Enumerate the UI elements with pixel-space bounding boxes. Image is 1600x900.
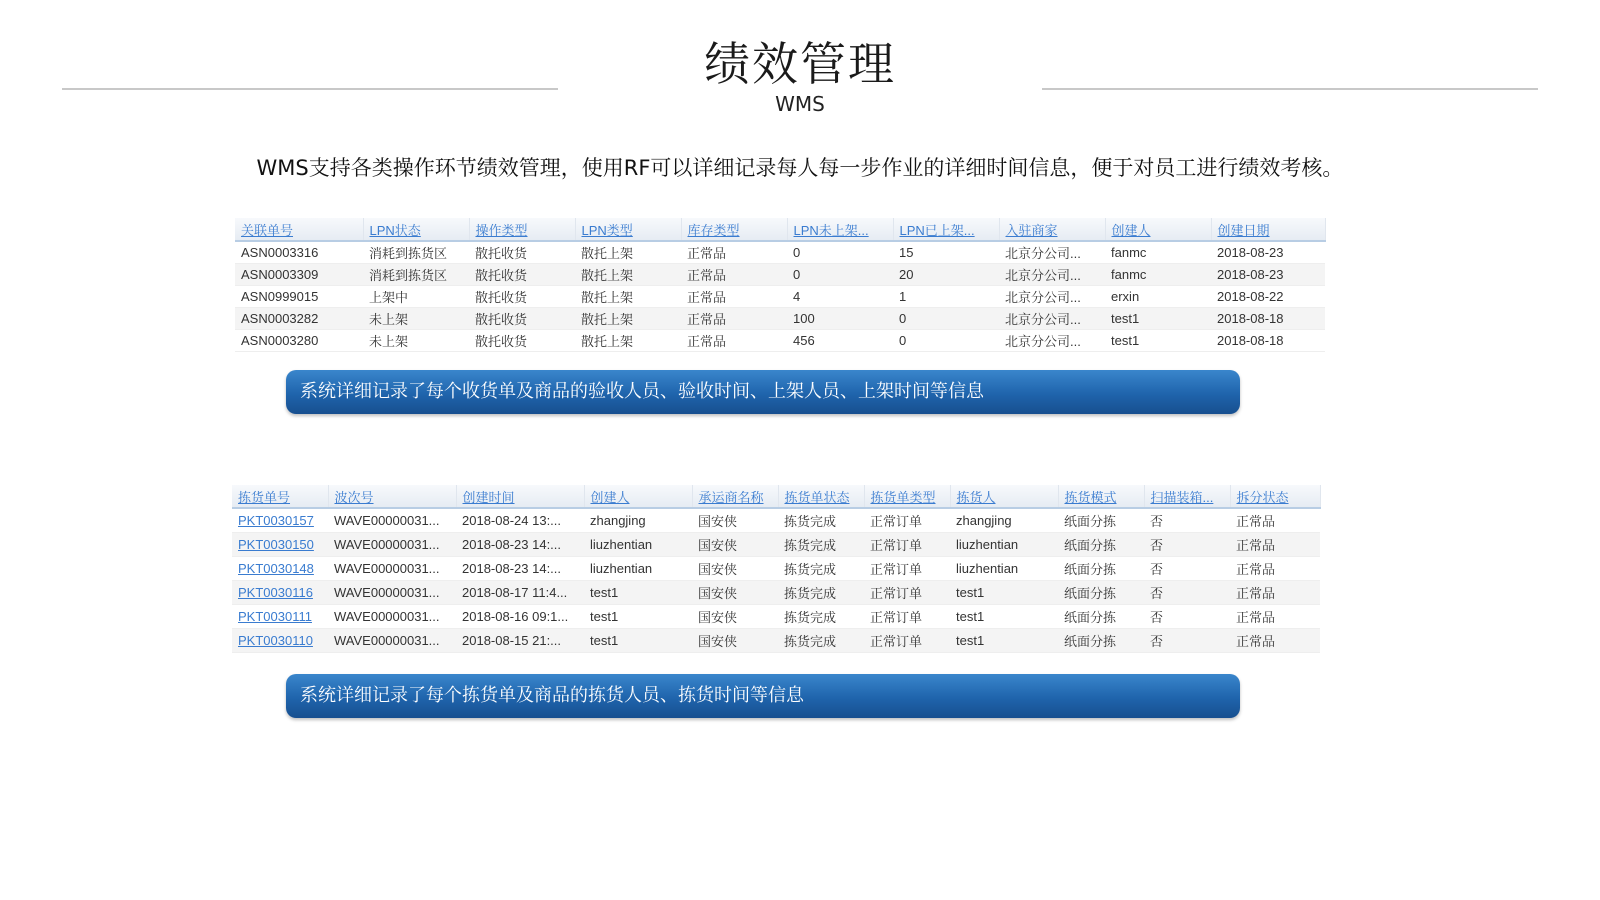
table-cell: liuzhentian xyxy=(584,557,692,581)
table-row[interactable] xyxy=(235,241,1325,264)
table-cell: 2018-08-16 09:1... xyxy=(456,605,584,629)
table-cell: 2018-08-18 xyxy=(1211,330,1325,352)
table-cell: 散托上架 xyxy=(575,330,681,352)
table-cell: 正常订单 xyxy=(864,533,950,557)
table-cell: liuzhentian xyxy=(950,557,1058,581)
table-cell: 否 xyxy=(1144,629,1230,653)
table-row[interactable] xyxy=(235,286,1325,308)
table-cell: 纸面分拣 xyxy=(1058,508,1144,533)
row-link[interactable]: PKT0030116 xyxy=(232,581,328,605)
table-cell: 拣货完成 xyxy=(778,629,864,653)
table-cell: 国安侠 xyxy=(692,629,778,653)
receiving-info-banner: 系统详细记录了每个收货单及商品的验收人员、验收时间、上架人员、上架时间等信息 xyxy=(286,370,1240,414)
column-header[interactable]: 操作类型 xyxy=(469,218,575,241)
table-cell: 4 xyxy=(787,286,893,308)
table-cell: 国安侠 xyxy=(692,605,778,629)
table-cell: fanmc xyxy=(1105,264,1211,286)
table-cell: 正常订单 xyxy=(864,605,950,629)
table-cell: 正常品 xyxy=(681,241,787,264)
table-cell: WAVE00000031... xyxy=(328,557,456,581)
table-row[interactable] xyxy=(232,557,1320,581)
receiving-table xyxy=(235,218,1326,352)
table-cell: 上架中 xyxy=(363,286,469,308)
table-cell: 拣货完成 xyxy=(778,508,864,533)
table-row[interactable] xyxy=(235,308,1325,330)
table-cell: 北京分公司... xyxy=(999,308,1105,330)
table-cell: 正常品 xyxy=(1230,629,1320,653)
table-cell: WAVE00000031... xyxy=(328,533,456,557)
table-cell: 拣货完成 xyxy=(778,581,864,605)
table-cell: erxin xyxy=(1105,286,1211,308)
table-cell: test1 xyxy=(584,605,692,629)
table-cell: 否 xyxy=(1144,533,1230,557)
table-cell: 1 xyxy=(893,286,999,308)
table-cell: 北京分公司... xyxy=(999,330,1105,352)
table-cell: 消耗到拣货区 xyxy=(363,264,469,286)
table-cell: 2018-08-22 xyxy=(1211,286,1325,308)
table-cell: WAVE00000031... xyxy=(328,605,456,629)
table-cell: 正常品 xyxy=(1230,508,1320,533)
table-cell: 拣货完成 xyxy=(778,605,864,629)
receiving-table-header-row xyxy=(235,218,1325,241)
table-cell: 正常品 xyxy=(681,308,787,330)
table-cell: 2018-08-23 xyxy=(1211,241,1325,264)
table-cell: 2018-08-18 xyxy=(1211,308,1325,330)
table-cell: 456 xyxy=(787,330,893,352)
table-cell: 2018-08-23 14:... xyxy=(456,533,584,557)
table-cell: 0 xyxy=(787,264,893,286)
table-cell: 否 xyxy=(1144,581,1230,605)
title-divider-right xyxy=(1042,88,1538,90)
table-cell: test1 xyxy=(950,581,1058,605)
table-cell: ASN0003316 xyxy=(235,241,363,264)
table-cell: 2018-08-17 11:4... xyxy=(456,581,584,605)
table-cell: liuzhentian xyxy=(584,533,692,557)
page-title: 绩效管理 xyxy=(704,37,896,91)
column-header[interactable]: 拣货模式 xyxy=(1058,485,1144,508)
table-row[interactable] xyxy=(232,629,1320,653)
picking-info-banner: 系统详细记录了每个拣货单及商品的拣货人员、拣货时间等信息 xyxy=(286,674,1240,718)
table-cell: 散托收货 xyxy=(469,241,575,264)
picking-table xyxy=(232,485,1321,653)
column-header[interactable]: 创建人 xyxy=(584,485,692,508)
column-header[interactable]: 波次号 xyxy=(328,485,456,508)
column-header[interactable]: 库存类型 xyxy=(681,218,787,241)
table-cell: 20 xyxy=(893,264,999,286)
table-cell: 正常订单 xyxy=(864,557,950,581)
table-cell: 北京分公司... xyxy=(999,241,1105,264)
table-cell: 国安侠 xyxy=(692,557,778,581)
table-cell: 消耗到拣货区 xyxy=(363,241,469,264)
column-header[interactable]: LPN已上架... xyxy=(893,218,999,241)
column-header[interactable]: 拣货单号 xyxy=(232,485,328,508)
row-link[interactable]: PKT0030157 xyxy=(232,508,328,533)
page-description: WMS支持各类操作环节绩效管理，使用RF可以详细记录每人每一步作业的详细时间信息，便于对员工进行绩效考核。 xyxy=(256,156,1344,180)
table-cell: 正常品 xyxy=(681,264,787,286)
table-cell: 正常品 xyxy=(1230,581,1320,605)
table-cell: test1 xyxy=(1105,330,1211,352)
column-header[interactable]: 拣货单状态 xyxy=(778,485,864,508)
table-cell: 2018-08-15 21:... xyxy=(456,629,584,653)
table-cell: 纸面分拣 xyxy=(1058,533,1144,557)
table-cell: ASN0003282 xyxy=(235,308,363,330)
table-row[interactable] xyxy=(232,508,1320,533)
table-row[interactable] xyxy=(232,605,1320,629)
table-cell: 散托收货 xyxy=(469,286,575,308)
column-header[interactable]: LPN状态 xyxy=(363,218,469,241)
column-header[interactable]: LPN类型 xyxy=(575,218,681,241)
table-cell: 正常品 xyxy=(681,330,787,352)
row-link[interactable]: PKT0030150 xyxy=(232,533,328,557)
table-cell: 散托上架 xyxy=(575,241,681,264)
table-cell: test1 xyxy=(584,629,692,653)
table-cell: 0 xyxy=(787,241,893,264)
column-header[interactable]: 创建人 xyxy=(1105,218,1211,241)
table-cell: zhangjing xyxy=(584,508,692,533)
table-cell: 2018-08-24 13:... xyxy=(456,508,584,533)
table-cell: zhangjing xyxy=(950,508,1058,533)
table-cell: 散托收货 xyxy=(469,330,575,352)
table-cell: 拣货完成 xyxy=(778,557,864,581)
table-cell: test1 xyxy=(584,581,692,605)
table-cell: 国安侠 xyxy=(692,533,778,557)
table-cell: 正常品 xyxy=(681,286,787,308)
table-row[interactable] xyxy=(232,533,1320,557)
column-header[interactable]: 承运商名称 xyxy=(692,485,778,508)
table-cell: 2018-08-23 xyxy=(1211,264,1325,286)
table-cell: liuzhentian xyxy=(950,533,1058,557)
table-cell: ASN0999015 xyxy=(235,286,363,308)
table-cell: 否 xyxy=(1144,557,1230,581)
row-link[interactable]: PKT0030110 xyxy=(232,629,328,653)
table-cell: 100 xyxy=(787,308,893,330)
column-header[interactable]: 扫描装箱... xyxy=(1144,485,1230,508)
table-cell: 散托收货 xyxy=(469,308,575,330)
table-cell: 散托收货 xyxy=(469,264,575,286)
table-cell: 15 xyxy=(893,241,999,264)
column-header[interactable]: 拣货人 xyxy=(950,485,1058,508)
table-row[interactable] xyxy=(235,264,1325,286)
table-cell: fanmc xyxy=(1105,241,1211,264)
table-cell: ASN0003280 xyxy=(235,330,363,352)
table-cell: 纸面分拣 xyxy=(1058,629,1144,653)
table-cell: 国安侠 xyxy=(692,508,778,533)
table-cell: 正常品 xyxy=(1230,557,1320,581)
column-header[interactable]: LPN未上架... xyxy=(787,218,893,241)
table-cell: 纸面分拣 xyxy=(1058,581,1144,605)
table-cell: 正常订单 xyxy=(864,581,950,605)
table-cell: WAVE00000031... xyxy=(328,629,456,653)
table-cell: ASN0003309 xyxy=(235,264,363,286)
table-cell: test1 xyxy=(950,605,1058,629)
table-cell: 散托上架 xyxy=(575,264,681,286)
table-cell: 正常品 xyxy=(1230,605,1320,629)
table-cell: 北京分公司... xyxy=(999,264,1105,286)
table-cell: 纸面分拣 xyxy=(1058,605,1144,629)
column-header[interactable]: 创建日期 xyxy=(1211,218,1325,241)
table-cell: 未上架 xyxy=(363,308,469,330)
column-header[interactable]: 入驻商家 xyxy=(999,218,1105,241)
column-header[interactable]: 拣货单类型 xyxy=(864,485,950,508)
row-link[interactable]: PKT0030111 xyxy=(232,605,328,629)
table-cell: 0 xyxy=(893,330,999,352)
table-cell: 否 xyxy=(1144,605,1230,629)
table-cell: 正常品 xyxy=(1230,533,1320,557)
table-cell: 北京分公司... xyxy=(999,286,1105,308)
table-cell: 拣货完成 xyxy=(778,533,864,557)
table-cell: test1 xyxy=(1105,308,1211,330)
table-cell: 2018-08-23 14:... xyxy=(456,557,584,581)
column-header[interactable]: 关联单号 xyxy=(235,218,363,241)
table-cell: 正常订单 xyxy=(864,508,950,533)
table-cell: 纸面分拣 xyxy=(1058,557,1144,581)
table-cell: 0 xyxy=(893,308,999,330)
table-cell: 国安侠 xyxy=(692,581,778,605)
table-cell: 散托上架 xyxy=(575,286,681,308)
row-link[interactable]: PKT0030148 xyxy=(232,557,328,581)
table-cell: 否 xyxy=(1144,508,1230,533)
table-cell: test1 xyxy=(950,629,1058,653)
table-row[interactable] xyxy=(235,330,1325,352)
column-header[interactable]: 创建时间 xyxy=(456,485,584,508)
page-subtitle: WMS xyxy=(775,92,825,116)
table-cell: 正常订单 xyxy=(864,629,950,653)
column-header[interactable]: 拆分状态 xyxy=(1230,485,1320,508)
table-row[interactable] xyxy=(232,581,1320,605)
picking-table-header-row xyxy=(232,485,1320,508)
table-cell: WAVE00000031... xyxy=(328,508,456,533)
table-cell: 未上架 xyxy=(363,330,469,352)
table-cell: WAVE00000031... xyxy=(328,581,456,605)
table-cell: 散托上架 xyxy=(575,308,681,330)
title-divider-left xyxy=(62,88,558,90)
